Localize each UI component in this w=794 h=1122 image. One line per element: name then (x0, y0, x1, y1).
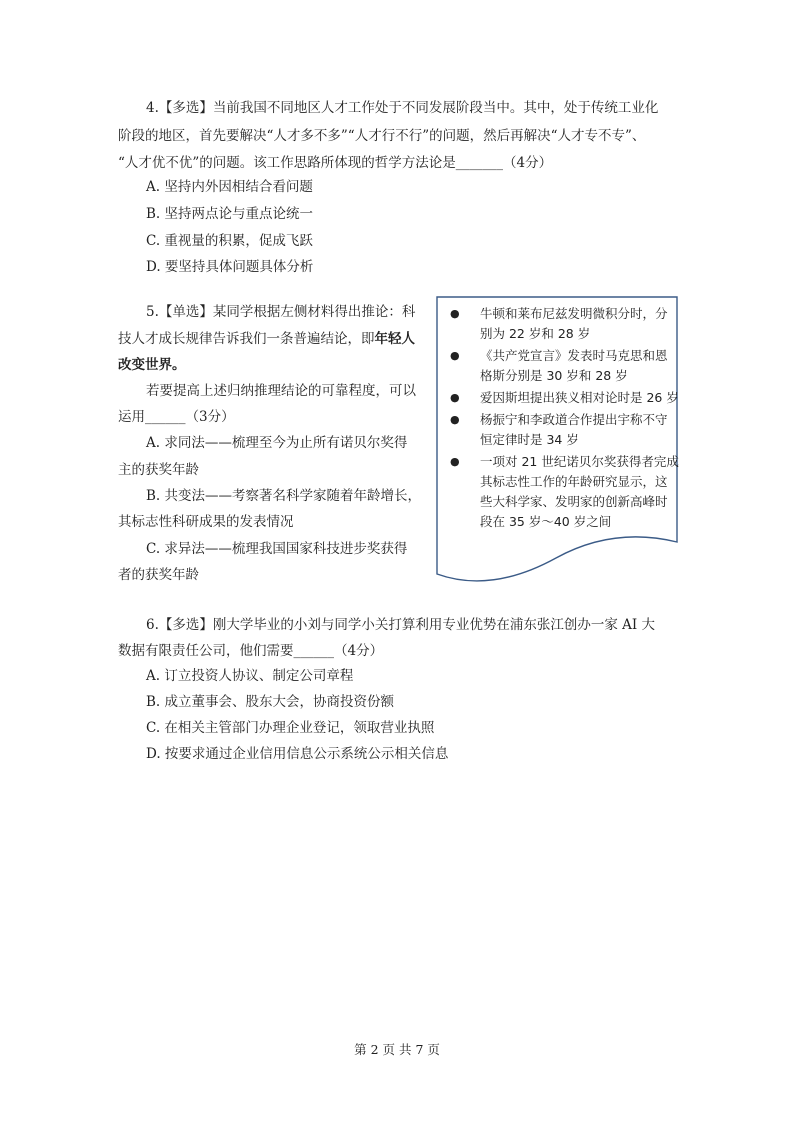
q5-option-b-line-2: 其标志性科研成果的发表情况 (118, 514, 294, 530)
material-bullet-2: ● (450, 349, 460, 362)
q5-period: 。 (172, 357, 186, 373)
q4-option-a: A. 坚持内外因相结合看问题 (146, 179, 313, 195)
q4-stem-line-1: 4.【多选】当前我国不同地区人才工作处于不同发展阶段当中。其中，处于传统工业化 (146, 100, 659, 116)
q5-stem-line-4: 若要提高上述归纳推理结论的可靠程度，可以 (146, 383, 416, 399)
material-3-line-1: 爱因斯坦提出狭义相对论时是 26 岁 (480, 390, 679, 405)
q5-option-b-line-1: B. 共变法——考察著名科学家随着年龄增长， (146, 488, 422, 504)
material-bullet-3: ● (450, 391, 460, 404)
q5-option-a-line-2: 主的获奖年龄 (118, 462, 199, 478)
material-2-line-1: 《共产党宣言》发表时马克思和恩 (480, 348, 668, 363)
q4-stem-line-3: “人才优不优”的问题。该工作思路所体现的哲学方法论是_______（4分） (118, 155, 553, 171)
material-5-line-4: 段在 35 岁～40 岁之间 (480, 514, 612, 529)
q6-option-d: D. 按要求通过企业信用信息公示系统公示相关信息 (146, 746, 449, 762)
q6-stem-line-1: 6.【多选】刚大学毕业的小刘与同学小关打算利用专业优势在浦东张江创办一家 AI 大 (146, 617, 656, 633)
q4-stem-line-2: 阶段的地区，首先要解决“人才多不多”“人才行不行”的问题，然后再解决“人才专不专”、 (118, 128, 646, 144)
q5-stem-line-1: 5.【单选】某同学根据左侧材料得出推论：科 (146, 304, 416, 320)
material-5-line-2: 其标志性工作的年龄研究显示，这 (480, 474, 668, 489)
q5-bold-change-world: 改变世界 (118, 357, 172, 373)
q4-option-c: C. 重视量的积累，促成飞跃 (146, 233, 313, 249)
material-4-line-2: 恒定律时是 34 岁 (480, 432, 579, 447)
q5-stem-line-2 (118, 329, 415, 349)
material-5-line-1: 一项对 21 世纪诺贝尔奖获得者完成 (480, 454, 679, 469)
q6-stem-line-2: 数据有限责任公司，他们需要______（4分） (118, 643, 384, 659)
q6-option-b: B. 成立董事会、股东大会，协商投资份额 (146, 694, 395, 710)
q5-option-c-line-1: C. 求异法——梳理我国国家科技进步奖获得 (146, 541, 408, 557)
q4-option-b: B. 坚持两点论与重点论统一 (146, 206, 314, 222)
q5-bold-young: 年轻人 (374, 331, 415, 347)
page-footer: 第 2 页 共 7 页 (354, 1042, 440, 1057)
q6-option-a: A. 订立投资人协议、制定公司章程 (146, 668, 354, 684)
material-2-line-2: 格斯分别是 30 岁和 28 岁 (480, 368, 628, 383)
q5-option-a-line-1: A. 求同法——梳理至今为止所有诺贝尔奖得 (146, 435, 408, 451)
q6-option-c: C. 在相关主管部门办理企业登记，领取营业执照 (146, 720, 435, 736)
material-bullet-1: ● (450, 307, 460, 320)
material-5-line-3: 些大科学家、发明家的创新高峰时 (480, 494, 668, 509)
material-1-line-2: 别为 22 岁和 28 岁 (480, 326, 591, 341)
material-bullet-4: ● (450, 413, 460, 426)
q5-stem-line-5: 运用______（3分） (118, 409, 235, 425)
q4-option-d: D. 要坚持具体问题具体分析 (146, 259, 314, 275)
material-4-line-1: 杨振宁和李政道合作提出宇称不守 (480, 412, 668, 427)
material-bullet-5: ● (450, 455, 460, 468)
material-box (436, 296, 678, 596)
q5-stem-line-3 (118, 355, 186, 375)
q5-option-c-line-2: 者的获奖年龄 (118, 567, 199, 583)
material-1-line-1: 牛顿和莱布尼兹发明微积分时，分 (480, 306, 668, 321)
q5-stem-text: 技人才成长规律告诉我们一条普遍结论，即 (118, 331, 375, 347)
